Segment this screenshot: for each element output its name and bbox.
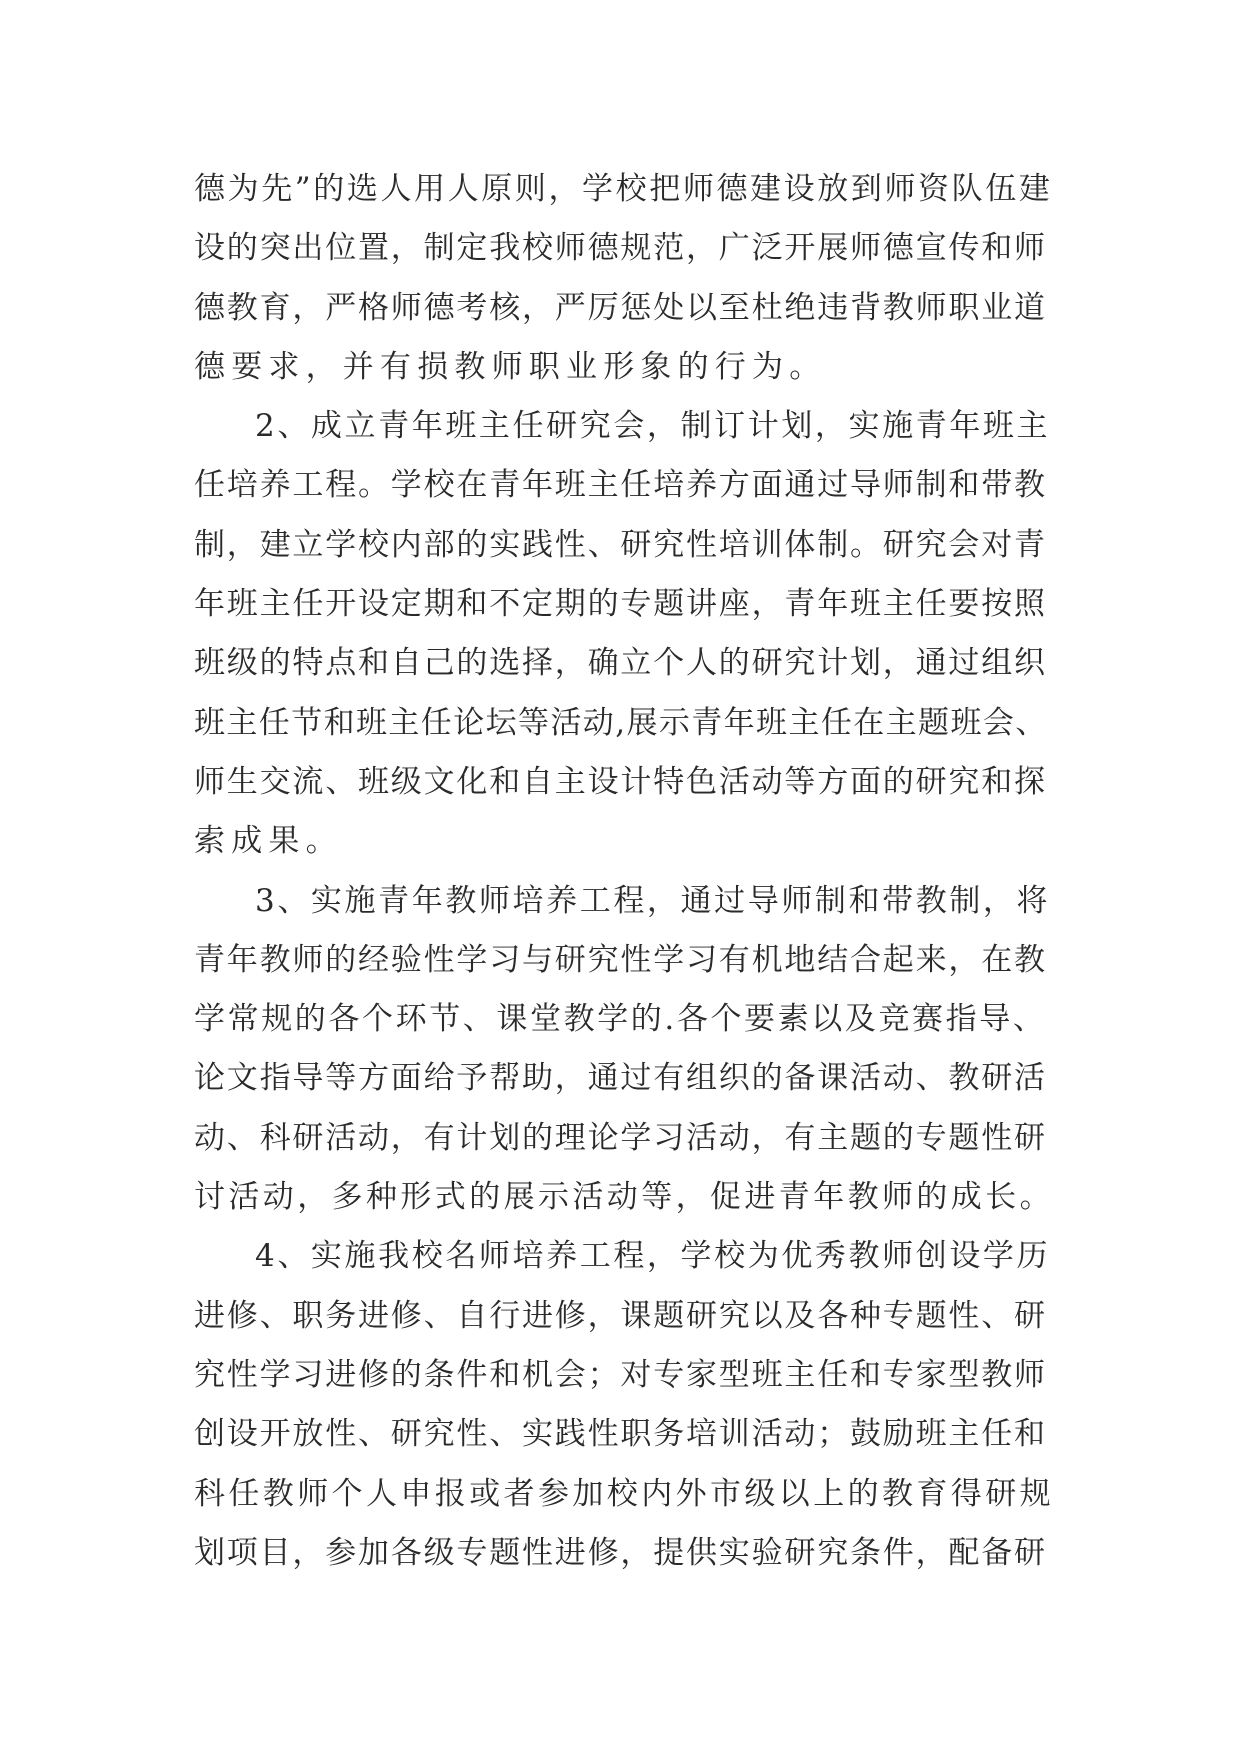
text-line: 制，建立学校内部的实践性、研究性培训体制。研究会对青 (194, 526, 1047, 563)
paragraph-first-line: 4、实施我校名师培养工程，学校为优秀教师创设学历 (255, 1238, 1051, 1275)
paragraph-first-line: 2、成立青年班主任研究会，制订计划，实施青年班主 (255, 408, 1051, 445)
text-line: 进修、职务进修、自行进修，课题研究以及各种专题性、研 (194, 1297, 1047, 1334)
text-line: 年班主任开设定期和不定期的专题讲座，青年班主任要按照 (194, 586, 1047, 623)
text-line: 班级的特点和自己的选择，确立个人的研究计划，通过组织 (194, 645, 1047, 682)
text-line: 班主任节和班主任论坛等活动,展示青年班主任在主题班会、 (194, 704, 1048, 741)
text-line: 青年教师的经验性学习与研究性学习有机地结合起来，在教 (194, 941, 1047, 978)
text-line: 创设开放性、研究性、实践性职务培训活动；鼓励班主任和 (194, 1416, 1047, 1453)
text-line: 德要求，并有损教师职业形象的行为。 (194, 348, 827, 385)
text-line: 论文指导等方面给予帮助，通过有组织的备课活动、教研活 (194, 1060, 1047, 1097)
text-line: 究性学习进修的条件和机会；对专家型班主任和专家型教师 (194, 1356, 1047, 1393)
text-line: 划项目，参加各级专题性进修，提供实验研究条件，配备研 (194, 1534, 1047, 1571)
text-line: 师生交流、班级文化和自主设计特色活动等方面的研究和探 (194, 763, 1047, 800)
text-line: 设的突出位置，制定我校师德规范，广泛开展师德宣传和师 (194, 230, 1047, 267)
text-line: 任培养工程。学校在青年班主任培养方面通过导师制和带教 (194, 467, 1047, 504)
text-line: 动、科研活动，有计划的理论学习活动，有主题的专题性研 (194, 1119, 1047, 1156)
text-line: 索成果。 (194, 823, 343, 860)
text-line: 德为先”的选人用人原则，学校把师德建设放到师资队伍建 (194, 171, 1053, 207)
text-line: 德教育，严格师德考核，严厉惩处以至杜绝违背教师职业道 (194, 289, 1047, 326)
paragraph-first-line: 3、实施青年教师培养工程，通过导师制和带教制，将 (255, 882, 1051, 919)
text-line: 学常规的各个环节、课堂教学的.各个要素以及竞赛指导、 (194, 1001, 1047, 1038)
text-line: 讨活动，多种形式的展示活动等，促进青年教师的成长。 (194, 1179, 1054, 1216)
text-line: 科任教师个人申报或者参加校内外市级以上的教育得研规 (194, 1475, 1054, 1512)
body-text (194, 160, 1054, 1583)
